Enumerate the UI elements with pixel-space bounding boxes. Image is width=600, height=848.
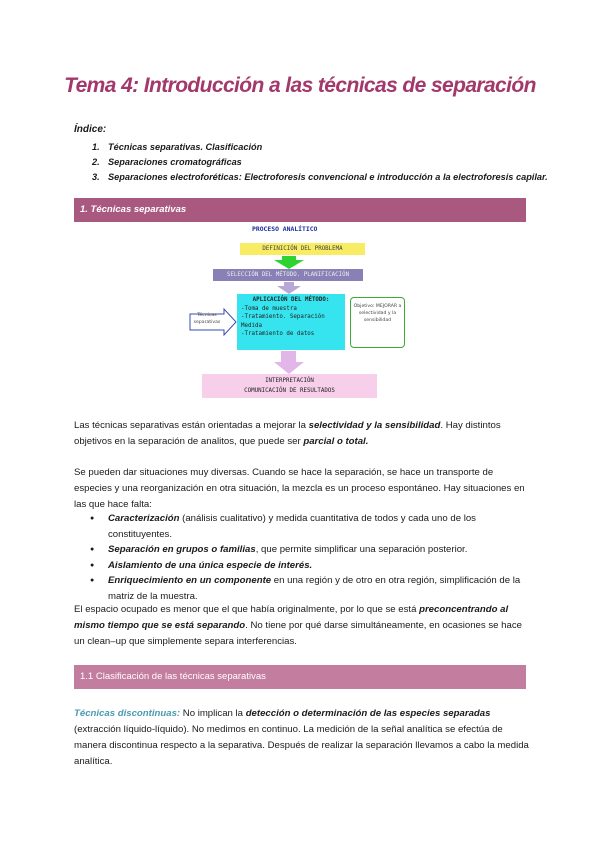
step-item: -Toma de muestra [241, 305, 297, 312]
step-item: -Tratamiento. Separación [241, 314, 325, 321]
paragraph-4: Técnicas discontinuas: No implican la detección o determinación de las especies separadas (extracción líquido-líquido). No medimos en continuo. La medición de la señal analítica se efectúa de manera discontinua respecto a la separativa. Después de realizar la separación llevamos a cabo la medida analítica. [74, 708, 529, 767]
section-heading-1: 1. Técnicas separativas [74, 198, 526, 222]
paragraph-1: Las técnicas separativas están orientadas a mejorar la selectividad y la sensibilidad. Hay distintos objetivos en la separación de analitos, que puede ser parcial o total. [74, 420, 501, 447]
process-diagram [186, 222, 422, 404]
bullet-list [74, 511, 530, 604]
index-list [74, 140, 548, 185]
step-interpretation: INTERPRETACIÓN COMUNICACIÓN DE RESULTADOS [202, 374, 377, 398]
diagram-title: PROCESO ANALÍTICO [252, 225, 318, 233]
purple-arrow-1 [277, 282, 301, 294]
step-selection: SELECCIÓN DEL MÉTODO. PLANIFICACIÓN [213, 269, 363, 281]
paragraph-2: Se pueden dar situaciones muy diversas. Cuando se hace la separación, se hace un transporte de especies y una reorganización en otra situación, la mezcla es un proceso espontáneo. Hay situaciones en las que hace falta: [74, 467, 525, 510]
index-label: Índice: [74, 124, 107, 135]
side-label: Técnicas separativas [193, 313, 221, 325]
section-heading-2: 1.1 Clasificación de las técnicas separativas [74, 665, 526, 689]
list-item: ● Caracterización (análisis cualitativo) y medida cuantitativa de todos y cada uno de los constituyentes. [74, 511, 530, 542]
index-item: 1. Técnicas separativas. Clasificación [92, 142, 263, 152]
step-application [237, 294, 345, 350]
objective-box: Objetivo: MEJORAR a selectividad y la sensibilidad [350, 297, 405, 348]
step-definition: DEFINICIÓN DEL PROBLEMA [240, 243, 365, 255]
step-item: -Tratamiento de datos [241, 331, 315, 338]
green-arrow [274, 256, 304, 269]
index-item: 2. Separaciones cromatográficas [92, 157, 242, 167]
step-item: Medida [241, 322, 262, 329]
list-item: ● Enriquecimiento en un componente en una región y de otro en otra región, simplificación de la matriz de la muestra. [74, 573, 530, 604]
purple-arrow-2 [274, 351, 304, 374]
list-item: ● Aislamiento de una única especie de interés. [74, 558, 530, 574]
index-item: 3. Separaciones electroforéticas: Electroforesis convencional e introducción a la electroforesis capilar. [92, 172, 548, 182]
paragraph-3: El espacio ocupado es menor que el que había originalmente, por lo que se está preconcentrando al mismo tiempo que se está separando. No tiene por qué darse simultáneamente, en ocasiones se hace un clean–up que simplemente separa interferencias. [74, 604, 522, 647]
step-application-head: APLICACIÓN DEL MÉTODO: [252, 297, 330, 303]
page-title: Tema 4: Introducción a las técnicas de separación [64, 74, 536, 97]
list-item: ● Separación en grupos o familias, que permite simplificar una separación posterior. [74, 542, 530, 558]
